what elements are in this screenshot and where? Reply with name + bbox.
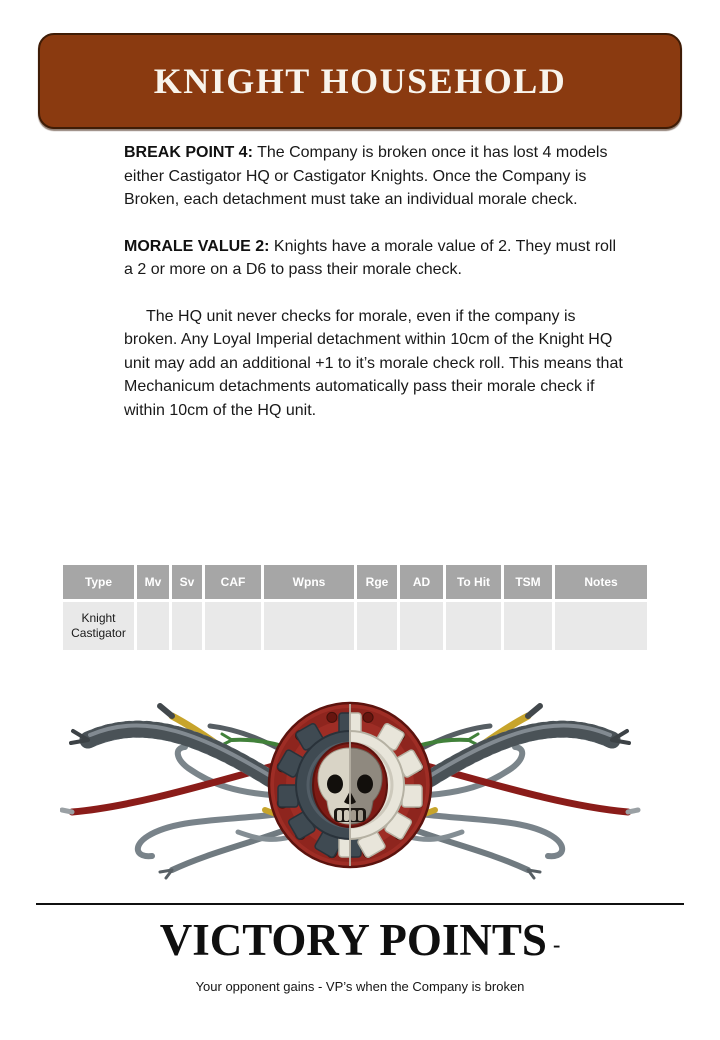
rules-text-block: [124, 141, 624, 445]
header-cell-ad: AD: [400, 565, 443, 599]
victory-points-text: VICTORY POINTS: [159, 915, 547, 965]
morale-value-text: Knights have a morale value of 2. They must roll a 2 or more on a D6 to pass their morale check.: [124, 237, 617, 278]
header-cell-wpns: Wpns: [264, 565, 354, 599]
victory-points-title: [0, 914, 720, 966]
header-cell-notes: Notes: [555, 565, 647, 599]
cell-tohit: [446, 602, 501, 650]
cell-sv: [172, 602, 202, 650]
hq-morale-paragraph: [124, 305, 624, 423]
cell-wpns: [264, 602, 354, 650]
cell-ad: [400, 602, 443, 650]
knight-household-banner: [38, 33, 682, 129]
table-header-row: [63, 565, 647, 599]
header-cell-tsm: TSM: [504, 565, 552, 599]
page-title: KNIGHT HOUSEHOLD: [153, 61, 567, 101]
morale-value-paragraph: [124, 235, 624, 282]
cell-caf: [205, 602, 261, 650]
header-cell-rge: Rge: [357, 565, 397, 599]
cell-tsm: [504, 602, 552, 650]
cell-rge: [357, 602, 397, 650]
victory-points-dash: -: [552, 931, 561, 957]
victory-points-subtitle: Your opponent gains - VP’s when the Company is broken: [195, 979, 525, 994]
horizontal-rule: [36, 903, 684, 905]
table-row: [63, 602, 647, 650]
header-cell-type: Type: [63, 565, 134, 599]
morale-value-label: MORALE VALUE 2:: [124, 237, 270, 255]
cell-type: Knight Castigator: [63, 602, 134, 650]
header-cell-sv: Sv: [172, 565, 202, 599]
hq-morale-text: The HQ unit never checks for morale, even if the company is broken. Any Loyal Imperial detachment within 10cm of the Knight HQ unit may add an additional +1 to it’s morale check roll. This means that Mechanicum detachments automatically pass their morale check if within 10cm of the HQ unit.: [124, 307, 623, 419]
header-cell-mv: Mv: [137, 565, 169, 599]
cell-mv: [137, 602, 169, 650]
unit-stats-table: [60, 562, 650, 653]
cell-notes: [555, 602, 647, 650]
mechanicum-skull-cog-emblem-icon: [60, 688, 660, 886]
header-cell-tohit: To Hit: [446, 565, 501, 599]
header-cell-caf: CAF: [205, 565, 261, 599]
break-point-paragraph: [124, 141, 624, 212]
break-point-label: BREAK POINT 4:: [124, 144, 253, 161]
break-point-text: The Company is broken once it has lost 4 models either Castigator HQ or Castigator Knights. Once the Company is Broken, each detachment must take an individual morale check.: [124, 144, 608, 208]
